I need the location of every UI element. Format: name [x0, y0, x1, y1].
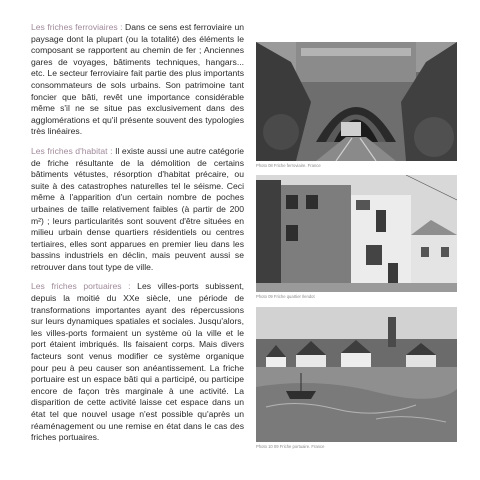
- photo-block-railway: [256, 42, 457, 169]
- photo-caption: Photo 09 Friche quartier Ilendot: [256, 294, 315, 299]
- paragraph-ferroviaires: [31, 22, 244, 138]
- photo-block-habitat: [256, 175, 457, 300]
- photo-caption: Photo 08 Friche ferroviaire. France: [256, 163, 321, 168]
- habitat-buildings-photo: [256, 175, 457, 292]
- port-harbour-photo: [256, 307, 457, 442]
- section-label: Les friches ferroviaires :: [31, 22, 126, 32]
- section-text: Les villes-ports subissent, depuis la moitié du XXe siècle, une période de transformations importantes ayant des répercussions sur leurs dynamiques spatiales et sociales. Jusqu'alors, les villes-ports formaient un système où la ville et le port étaient imbriqués. Ils faisaient corps. Mais divers facteurs sont venus modifier ce système organique pour peu à peu causer son anéantissement. La friche portuaire est un espace bâti qui a participé, ou participe encore de façon très marginale à une activité. La disparition de cette activité laisse cet espace dans un état tel que nouvel usage n'est possible qu'après un réaménagement ou une remise en état dans le cas des friches portuaires.: [31, 281, 244, 443]
- section-text: Dans ce sens est ferroviaire un paysage dont la plupart (ou la totalité) des éléments le composant se rapportent au chemin de fer ; Anciennes gares de voyages, bâtiments techniques, hangars... etc. Le secteur ferroviaire fait partie des plus importants consommateurs de sols urbains. Son patrimoine tant foncier que bâti, revêt une importance considérable même s'il ne se situe pas exclusivement dans des agglomérations et qu'il présente souvent des typologies très linéaires.: [31, 22, 245, 137]
- text-column: [31, 22, 244, 452]
- section-label: Les friches d'habitat :: [31, 145, 116, 156]
- photo-block-port: [256, 307, 457, 450]
- railway-tunnel-photo: [256, 42, 457, 161]
- paragraph-habitat: [31, 146, 244, 274]
- section-label: Les friches portuaires :: [31, 281, 138, 292]
- paragraph-portuaires: [31, 281, 244, 443]
- photo-caption: Photo 10 09 Friche portuaire. France: [256, 444, 325, 449]
- section-text: Il existe aussi une autre catégorie de friche résultante de la démolition de certains bâtiments vétustes, résorption d'habitat précaire, ou suite à des catastrophes naturelles tel le séisme. Ceci même à l'apparition d'un certain nombre de poches urbaines de taille relativement faibles (à partir de 200 m²) ; leurs particularités sont souvent d'être situées en milieu urbain dense quartiers résidentiels ou centres tertiaires, elles sont apparues en premier lieu dans les bassins industriels en déclin, mais peuvent aussi se retrouver dans tout type de ville.: [31, 145, 244, 272]
